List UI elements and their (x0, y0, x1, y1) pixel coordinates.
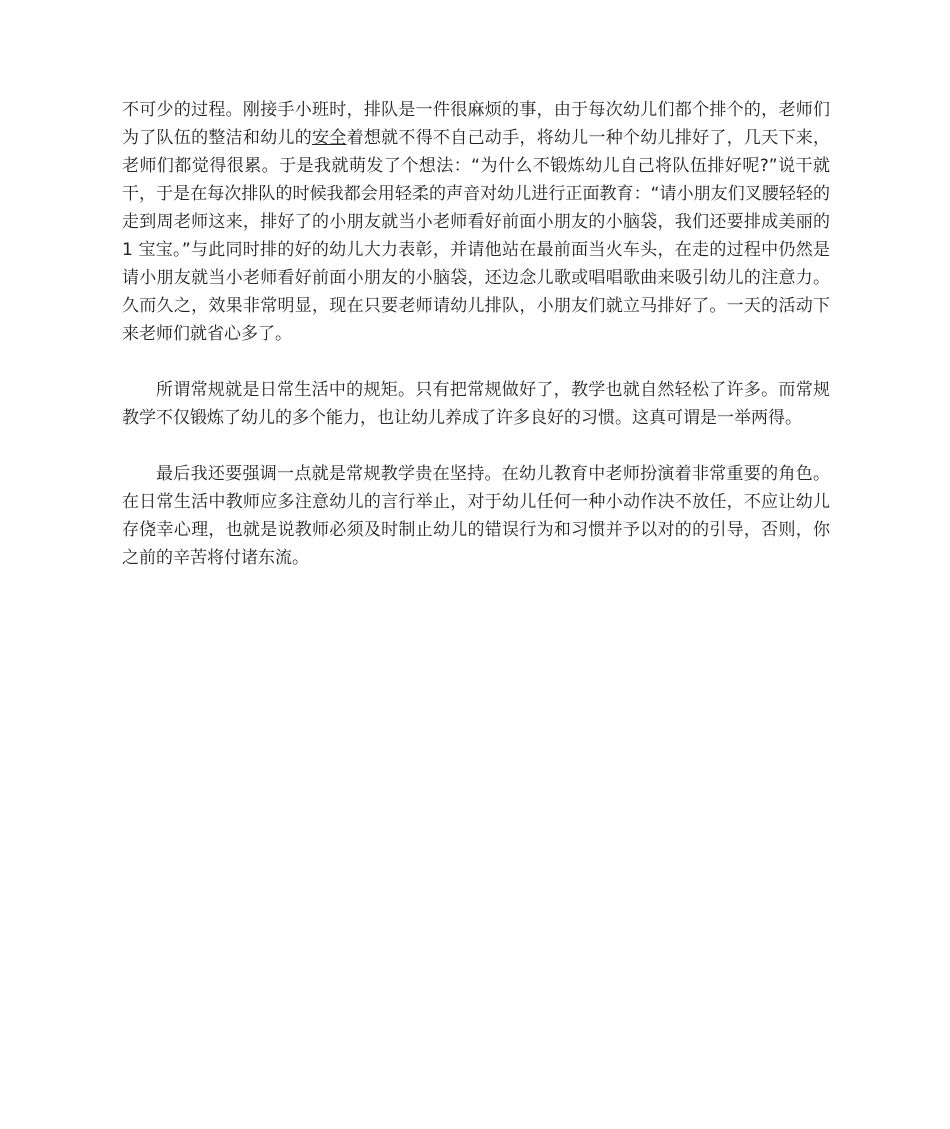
paragraph-text-start: 不可少的过程。刚接手小班时，排队是一件很麻烦的事，由于每次幼儿们都个排个的，老师们为了队伍的整洁和幼儿的 (122, 100, 830, 148)
document-page (122, 96, 830, 572)
underlined-link-safety[interactable]: 安全 (312, 128, 347, 148)
paragraph-text-end: 着想就不得不自己动手，将幼儿一种个幼儿排好了，几天下来，老师们都觉得很累。于是我就萌发了个想法：“为什么不锻炼幼儿自己将队伍排好呢?”说干就干，于是在每次排队的时候我都会用轻柔的声音对幼儿进行正面教育：“请小朋友们叉腰轻轻的走到周老师这来，排好了的小朋友就当小老师看好前面小朋友的小脑袋，我们还要排成美丽的 1 宝宝。”与此同时排的好的幼儿大力表彰，并请他站在最前面当火车头，在走的过程中仍然是请小朋友就当小老师看好前面小朋友的小脑袋，还边念儿歌或唱唱歌曲来吸引幼儿的注意力。久而久之，效果非常明显，现在只要老师请幼儿排队，小朋友们就立马排好了。一天的活动下来老师们就省心多了。 (122, 128, 831, 344)
paragraph-queue-training (122, 96, 830, 348)
paragraph-routine-definition: 所谓常规就是日常生活中的规矩。只有把常规做好了，教学也就自然轻松了许多。而常规教学不仅锻炼了幼儿的多个能力，也让幼儿养成了许多良好的习惯。这真可谓是一举两得。 (122, 380, 830, 428)
paragraph-persistence: 最后我还要强调一点就是常规教学贵在坚持。在幼儿教育中老师扮演着非常重要的角色。在日常生活中教师应多注意幼儿的言行举止，对于幼儿任何一种小动作决不放任，不应让幼儿存侥幸心理，也就是说教师必须及时制止幼儿的错误行为和习惯并予以对的的引导，否则，你之前的辛苦将付诸东流。 (122, 464, 830, 568)
